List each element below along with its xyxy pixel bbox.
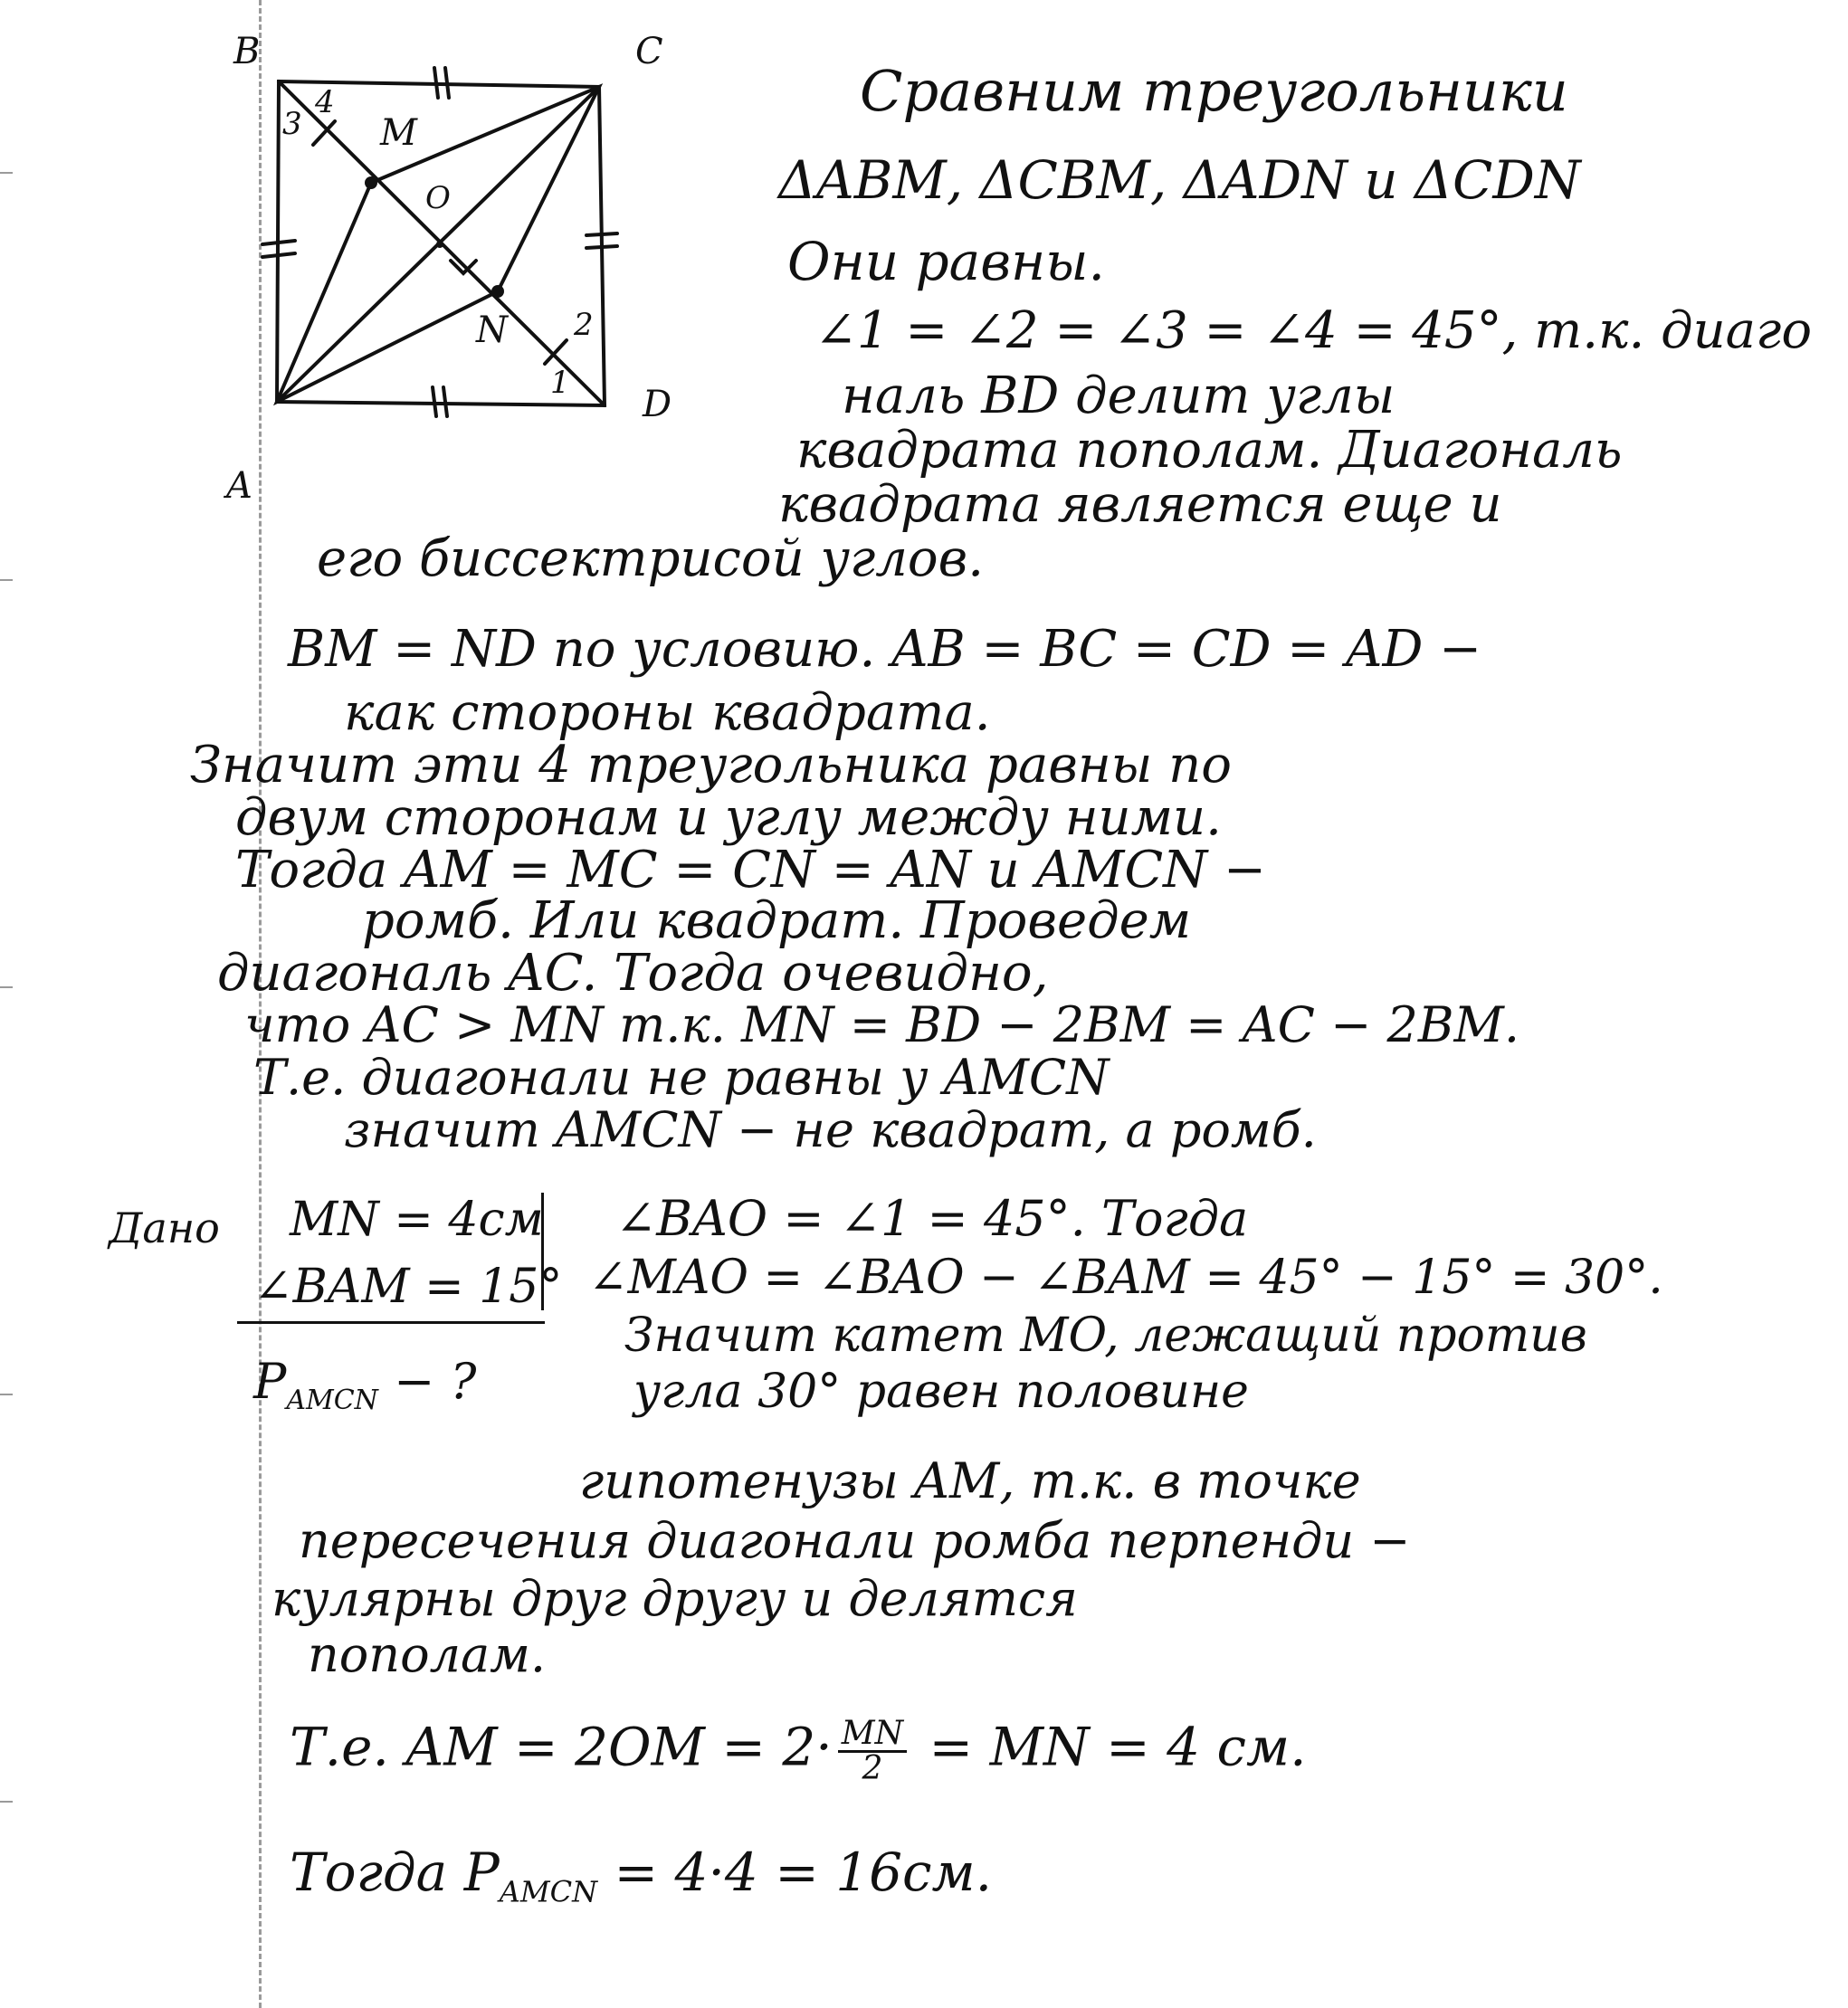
side-tick bbox=[262, 241, 295, 244]
point-m bbox=[365, 176, 377, 189]
vertex-label-b: B bbox=[233, 31, 261, 72]
text-line: двум сторонам и углу между ними. bbox=[235, 788, 1222, 847]
vertex-label-c: C bbox=[635, 31, 663, 72]
perimeter-label: Тогда P bbox=[290, 1841, 500, 1903]
text-line: BM = ND по условию. AB = BC = CD = AD − bbox=[288, 620, 1482, 679]
solution-line: кулярны друг другу и делятся bbox=[271, 1570, 1078, 1627]
solution-line: ∠MAO = ∠BAO − ∠BAM = 45° − 15° = 30°. bbox=[588, 1251, 1663, 1305]
given-label: Дано bbox=[109, 1204, 220, 1252]
text-line: Они равны. bbox=[787, 231, 1105, 292]
text-line: ромб. Или квадрат. Проведем bbox=[362, 891, 1192, 950]
text-line: квадрата пополам. Диагональ bbox=[796, 421, 1623, 480]
given-angle: ∠BAM = 15° bbox=[253, 1260, 563, 1314]
text-line: как стороны квадрата. bbox=[344, 683, 991, 742]
side-tick bbox=[443, 387, 447, 416]
perimeter-result: = 4·4 = 16см. bbox=[597, 1841, 993, 1903]
find-p: P bbox=[253, 1353, 287, 1410]
solution-line: угла 30° равен половине bbox=[633, 1365, 1249, 1419]
given-divider-horizontal bbox=[237, 1321, 545, 1324]
find-q: − ? bbox=[377, 1353, 477, 1410]
text-line: Тогда AM = MC = CN = AN и AMCN − bbox=[235, 841, 1266, 899]
point-label-m: M bbox=[380, 112, 417, 154]
text-line: ∠1 = ∠2 = ∠3 = ∠4 = 45°, т.к. диаго bbox=[814, 301, 1813, 360]
solution-line: пересечения диагонали ромба перпенди − bbox=[299, 1512, 1411, 1569]
grid-tick bbox=[0, 986, 13, 988]
point-n bbox=[491, 285, 504, 298]
find-sub: AMCN bbox=[286, 1384, 378, 1416]
side-tick bbox=[434, 68, 438, 98]
side-tick bbox=[445, 68, 449, 98]
given-divider-vertical bbox=[541, 1193, 544, 1310]
solution-line: гипотенузы AM, т.к. в точке bbox=[579, 1452, 1361, 1509]
text-line: Значит эти 4 треугольника равны по bbox=[190, 736, 1232, 795]
find-line bbox=[253, 1353, 477, 1416]
text-line: что AC > MN т.к. MN = BD − 2BM = AC − 2BM. bbox=[244, 996, 1519, 1053]
solution-line-perimeter bbox=[290, 1841, 993, 1909]
side-tick bbox=[433, 387, 436, 416]
text-line: значит AMCN − не квадрат, а ромб. bbox=[344, 1101, 1317, 1158]
angle-label-3: 3 bbox=[282, 106, 302, 142]
fraction-den: 2 bbox=[862, 1750, 883, 1787]
point-o bbox=[436, 241, 443, 248]
fraction-num: MN bbox=[838, 1718, 907, 1753]
solution-line: ∠BAO = ∠1 = 45°. Тогда bbox=[615, 1190, 1249, 1247]
perimeter-sub: AMCN bbox=[499, 1874, 598, 1909]
text-line: квадрата является еще и bbox=[778, 475, 1502, 534]
grid-tick bbox=[0, 1394, 13, 1395]
square-diagram bbox=[208, 27, 715, 516]
grid-tick bbox=[0, 172, 13, 174]
text-line: диагональ AC. Тогда очевидно, bbox=[217, 944, 1049, 1003]
point-label-n: N bbox=[476, 309, 508, 351]
text-line: наль BD делит углы bbox=[842, 366, 1396, 425]
am-expression: Т.е. AM = 2OM = 2· bbox=[290, 1716, 833, 1778]
diagram-svg bbox=[208, 27, 715, 516]
angle-label-1: 1 bbox=[550, 365, 570, 401]
text-line: Т.е. диагонали не равны у AMCN bbox=[253, 1049, 1110, 1106]
am-tail: = MN = 4 см. bbox=[912, 1716, 1307, 1778]
text-line: его биссектрисой углов. bbox=[317, 529, 985, 588]
solution-line: Значит катет MO, лежащий против bbox=[624, 1309, 1587, 1363]
angle-label-4: 4 bbox=[315, 84, 335, 120]
vertex-label-a: A bbox=[226, 465, 252, 507]
side-tick bbox=[586, 246, 617, 248]
text-line: Сравним треугольники bbox=[860, 58, 1568, 124]
solution-line-am bbox=[290, 1715, 1307, 1787]
point-label-o: O bbox=[425, 180, 451, 216]
segment-mark bbox=[545, 340, 567, 364]
solution-line: пополам. bbox=[308, 1626, 547, 1683]
text-line: ΔABM, ΔCBM, ΔADN и ΔCDN bbox=[778, 149, 1581, 211]
vertex-label-d: D bbox=[643, 384, 672, 425]
side-tick bbox=[262, 253, 295, 257]
grid-tick bbox=[0, 579, 13, 581]
fraction bbox=[838, 1715, 907, 1787]
angle-label-2: 2 bbox=[574, 307, 594, 343]
side-tick bbox=[586, 233, 617, 235]
grid-tick bbox=[0, 1801, 13, 1803]
given-mn: MN = 4см bbox=[290, 1193, 544, 1247]
